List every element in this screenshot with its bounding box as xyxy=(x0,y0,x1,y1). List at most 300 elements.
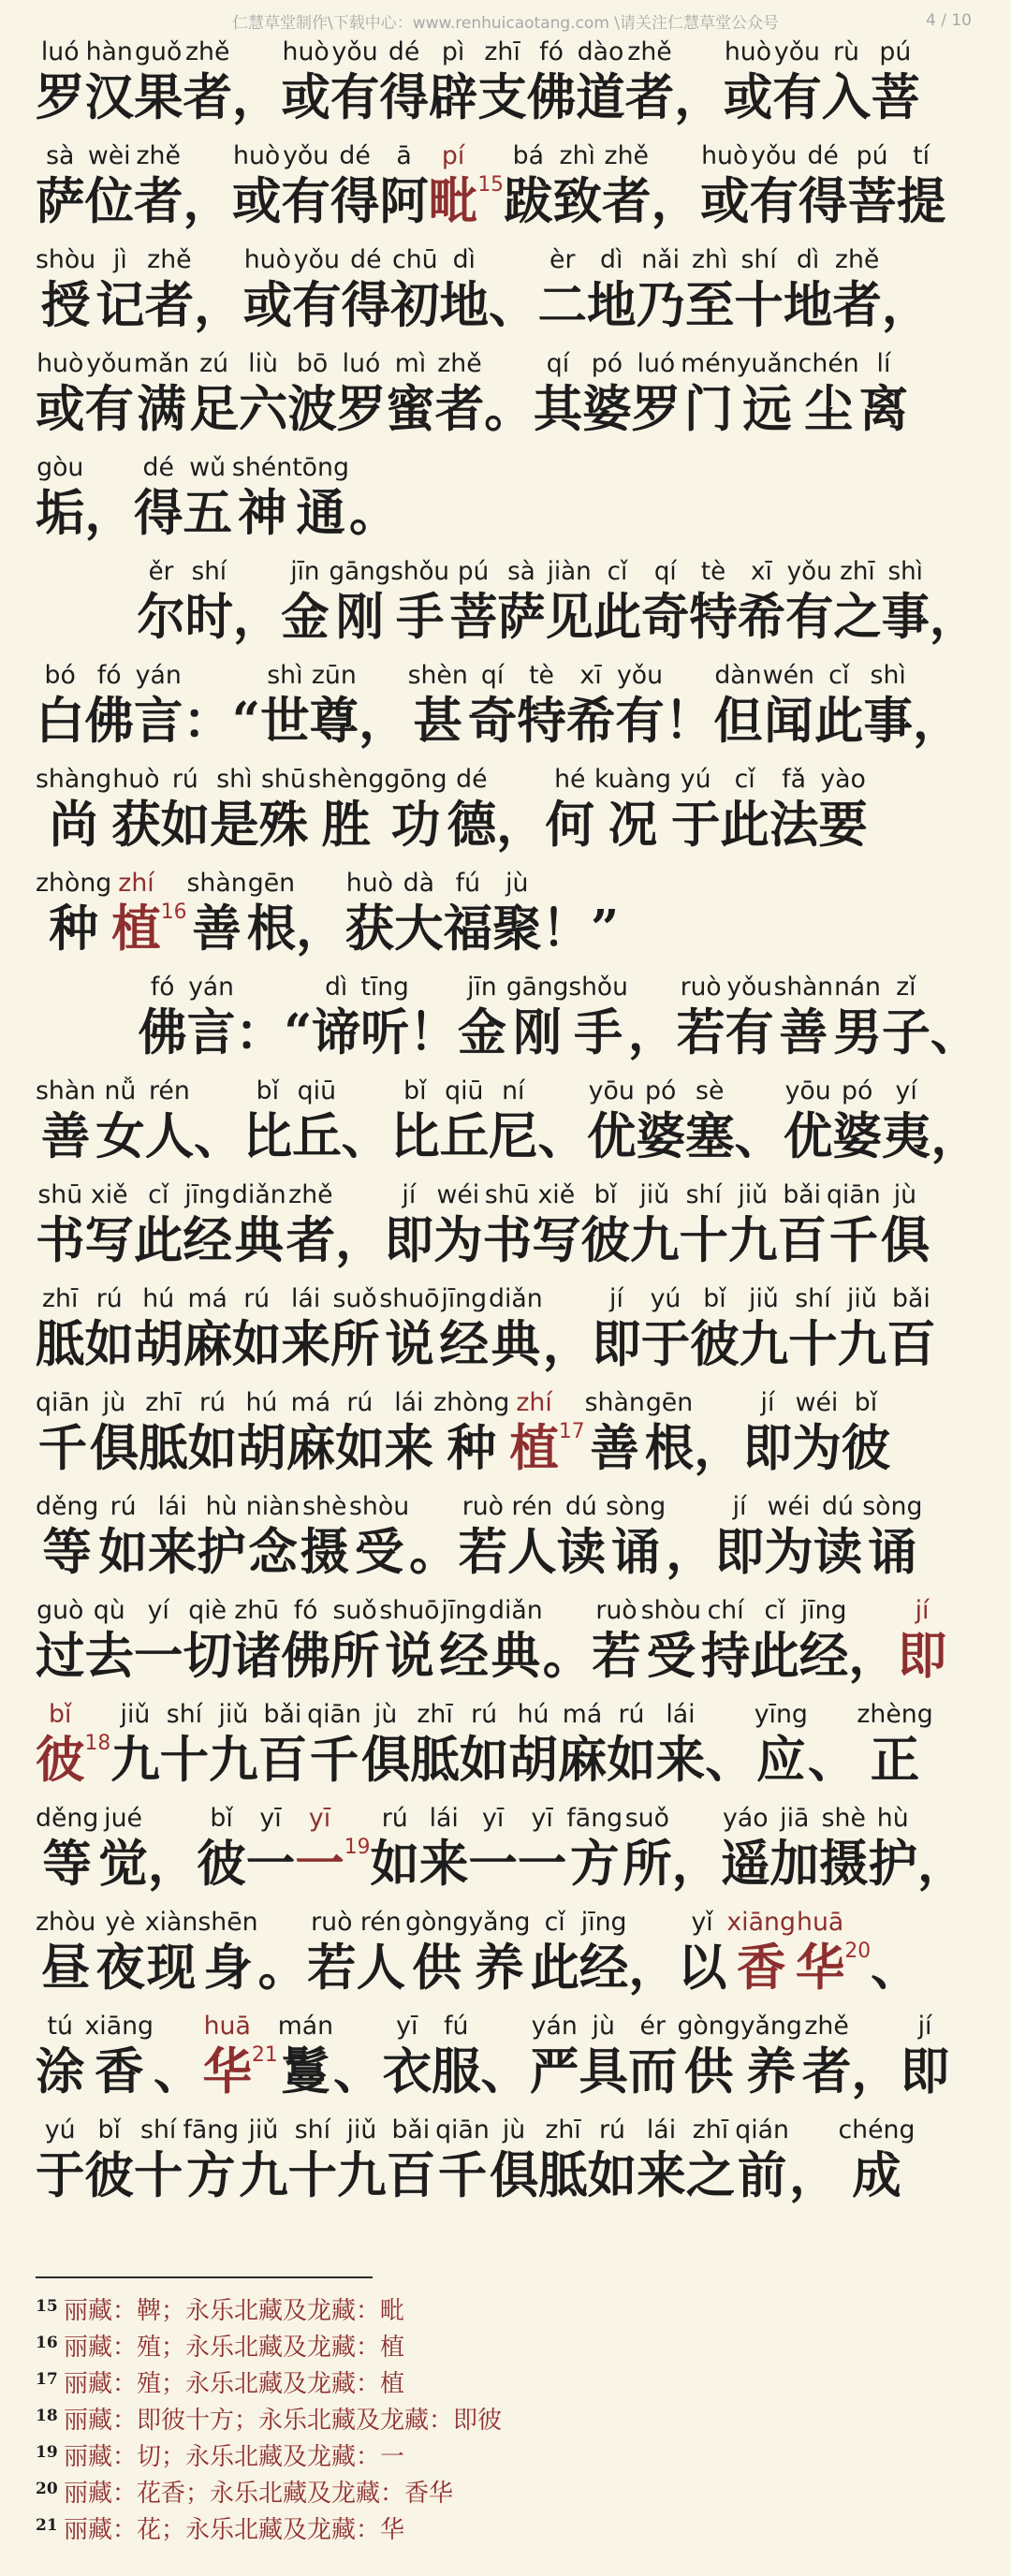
hanzi: 。 xyxy=(484,380,534,438)
text-line xyxy=(36,349,981,453)
ruby-char xyxy=(36,869,111,959)
hanzi: 香 xyxy=(95,2042,144,2100)
pinyin: shàn xyxy=(584,1388,645,1417)
hanzi: 植 xyxy=(509,1419,559,1477)
hanzi: 觉 xyxy=(98,1835,148,1893)
hanzi: 胝 xyxy=(538,2146,588,2204)
pinyin xyxy=(509,245,518,275)
pinyin: huò xyxy=(112,765,160,794)
ruby-char xyxy=(36,141,84,231)
hanzi: 百 xyxy=(777,1211,827,1269)
hanzi: ， xyxy=(147,1835,198,1893)
pinyin: huò xyxy=(724,37,772,66)
ruby-char xyxy=(183,1180,231,1270)
hanzi: 有 xyxy=(84,380,134,438)
ruby-char xyxy=(901,2012,949,2101)
hanzi: 一 xyxy=(295,1835,344,1893)
footnote-marker[interactable]: 15 xyxy=(477,173,505,197)
pinyin: bó xyxy=(44,661,76,690)
pinyin: zhě xyxy=(136,141,181,170)
hanzi: 来 xyxy=(384,1419,434,1477)
pinyin: guò xyxy=(37,1596,84,1625)
hanzi: 十 xyxy=(788,1315,838,1373)
hanzi: 此 xyxy=(720,796,769,854)
ruby-char xyxy=(379,1596,439,1686)
pinyin: jù xyxy=(374,1700,398,1729)
text-line xyxy=(36,557,978,661)
ruby-char xyxy=(335,1180,384,1270)
pinyin: zhèng xyxy=(857,1700,933,1729)
text-line xyxy=(36,1804,981,1908)
hanzi: ， xyxy=(651,172,700,230)
hanzi: 希 xyxy=(565,692,616,750)
ruby-char xyxy=(209,1700,257,1790)
hanzi: 有 xyxy=(615,692,665,750)
pinyin: jīng xyxy=(441,1284,488,1313)
hanzi: 优 xyxy=(587,1107,637,1165)
hanzi: 经 xyxy=(799,1627,849,1685)
ruby-char xyxy=(534,349,582,439)
footnote-marker[interactable]: 21 xyxy=(251,2043,278,2067)
ruby-char xyxy=(477,37,526,127)
ruby-char xyxy=(862,1492,922,1582)
ruby-char xyxy=(36,765,111,855)
pinyin: dì xyxy=(452,245,476,274)
pinyin: kuàng xyxy=(594,765,671,794)
hanzi: ， xyxy=(848,1627,898,1685)
pinyin: pì xyxy=(441,37,465,66)
pinyin xyxy=(725,1700,734,1730)
pinyin: hù xyxy=(876,1804,909,1833)
pinyin: pó xyxy=(841,1076,873,1105)
hanzi: 有 xyxy=(281,172,330,230)
ruby-char xyxy=(36,1700,84,1790)
pinyin xyxy=(362,1076,371,1106)
ruby-char xyxy=(183,453,231,543)
hanzi: 如 xyxy=(98,1523,148,1581)
ruby-char xyxy=(429,37,477,127)
pinyin: jīng xyxy=(800,1596,847,1625)
ruby-char xyxy=(628,1908,677,1998)
ruby-char xyxy=(84,453,133,543)
ruby-char xyxy=(763,661,814,751)
ruby-char xyxy=(330,1284,379,1374)
hanzi: 说 xyxy=(385,1315,434,1373)
ruby-char xyxy=(84,1284,133,1374)
ruby-char xyxy=(508,1700,557,1790)
pinyin: lái xyxy=(291,1284,321,1313)
pinyin xyxy=(559,1076,567,1106)
pinyin: dì xyxy=(796,245,820,274)
hanzi: 等 xyxy=(42,1523,92,1581)
pinyin: yáo xyxy=(723,1804,769,1833)
pinyin: pú xyxy=(856,141,888,170)
ruby-char xyxy=(623,1804,671,1894)
pinyin: pí xyxy=(441,141,465,170)
ruby-char xyxy=(871,37,919,127)
ruby-char xyxy=(685,245,734,335)
ruby-char xyxy=(197,1492,245,1582)
hanzi: 为 xyxy=(792,1419,842,1477)
footnote-marker[interactable]: 17 xyxy=(558,1420,585,1443)
pinyin: yú xyxy=(44,2115,76,2144)
ruby-char xyxy=(330,37,379,127)
hanzi: 地 xyxy=(586,276,637,334)
hanzi: ， xyxy=(231,68,282,126)
ruby-char xyxy=(447,765,496,855)
pinyin: diǎn xyxy=(489,1596,543,1625)
hanzi: 至 xyxy=(684,276,735,334)
ruby-char xyxy=(232,1596,281,1686)
ruby-char xyxy=(349,453,398,543)
ruby-char xyxy=(292,1076,341,1166)
hanzi: 听 xyxy=(360,1003,410,1061)
pinyin: zhì xyxy=(559,141,595,170)
ruby-char xyxy=(484,349,533,439)
pinyin: bǐ xyxy=(97,2115,121,2144)
ruby-char xyxy=(593,557,641,647)
pinyin: jù xyxy=(102,1388,126,1417)
pinyin: yǒu xyxy=(726,973,772,1002)
ruby-char xyxy=(672,1804,721,1894)
ruby-char xyxy=(440,1076,489,1166)
ruby-char xyxy=(489,1284,543,1374)
pinyin: zhòu xyxy=(36,1908,96,1937)
pinyin: rù xyxy=(832,37,859,66)
hanzi: 有 xyxy=(330,68,380,126)
ruby-char xyxy=(859,349,908,439)
pinyin: yí xyxy=(147,1596,169,1625)
hanzi: 典 xyxy=(491,1627,541,1685)
hanzi: 来 xyxy=(147,1523,198,1581)
ruby-char xyxy=(292,245,341,335)
hanzi: 罗 xyxy=(631,380,681,438)
pinyin: yào xyxy=(820,765,866,794)
hanzi: 功 xyxy=(390,796,441,854)
ruby-char xyxy=(625,37,674,127)
ruby-char xyxy=(84,1596,133,1686)
pinyin: dà xyxy=(403,869,435,898)
pinyin: bǐ xyxy=(593,1180,617,1209)
pinyin: xiě xyxy=(90,1180,128,1209)
text-line xyxy=(36,1700,981,1804)
pinyin xyxy=(810,2115,818,2145)
ruby-char xyxy=(777,1180,826,1270)
pinyin: jì xyxy=(112,245,127,274)
pinyin: pú xyxy=(458,557,490,586)
hanzi: 男 xyxy=(833,1003,882,1061)
hanzi: 聚 xyxy=(492,900,542,958)
ruby-char xyxy=(246,1804,295,1894)
pinyin: ruò xyxy=(595,1596,637,1625)
hanzi: 切 xyxy=(183,1627,232,1685)
pinyin: dì xyxy=(325,973,348,1002)
pinyin: shí xyxy=(166,1700,203,1729)
ruby-char xyxy=(542,869,620,959)
ruby-char xyxy=(490,2115,538,2205)
ruby-char xyxy=(857,1700,932,1790)
hanzi: ， xyxy=(671,1835,722,1893)
hanzi: 、 xyxy=(705,1731,755,1789)
hanzi: 人 xyxy=(144,1107,195,1165)
pinyin: zhī xyxy=(545,2115,581,2144)
ruby-char xyxy=(784,245,832,335)
pinyin: fú xyxy=(455,869,481,898)
ruby-char xyxy=(769,765,818,855)
hanzi: ， xyxy=(930,1107,980,1165)
pinyin xyxy=(828,1700,837,1730)
ruby-char xyxy=(36,453,84,543)
ruby-char xyxy=(183,37,231,127)
ruby-char xyxy=(387,2115,435,2205)
ruby-char xyxy=(111,869,160,959)
hanzi: 者 xyxy=(183,68,232,126)
pinyin xyxy=(755,1076,763,1106)
pinyin: jīn xyxy=(467,973,497,1002)
hanzi: 过 xyxy=(36,1627,85,1685)
hanzi: 佛 xyxy=(281,1627,330,1685)
footnote-text: 丽藏：花；永乐北藏及龙藏：华 xyxy=(64,2516,405,2544)
pinyin: èr xyxy=(549,245,576,274)
pinyin: zhě xyxy=(147,245,192,274)
pinyin: diǎn xyxy=(231,1180,286,1209)
hanzi: 麻 xyxy=(557,1731,608,1789)
ruby-char xyxy=(95,245,144,335)
hanzi: ：“ xyxy=(235,1003,313,1061)
pinyin xyxy=(517,765,525,795)
hanzi: 十 xyxy=(287,2146,338,2204)
hanzi: 九 xyxy=(837,1315,887,1373)
hanzi: 见 xyxy=(545,588,593,646)
ruby-char xyxy=(818,765,867,855)
hanzi: 或 xyxy=(723,68,773,126)
pinyin: huā xyxy=(203,2012,251,2041)
ruby-char xyxy=(188,1388,237,1478)
pinyin: jīng xyxy=(580,1908,627,1937)
hanzi: 若 xyxy=(676,1003,725,1061)
ruby-char xyxy=(606,1492,666,1582)
pinyin: nǎi xyxy=(641,245,681,274)
pinyin xyxy=(203,141,212,171)
hanzi: 书 xyxy=(482,1211,533,1269)
ruby-char xyxy=(882,557,930,647)
ruby-char xyxy=(186,869,246,959)
hanzi: 或 xyxy=(699,172,750,230)
ruby-char xyxy=(665,661,713,751)
hanzi: 、 xyxy=(807,1731,857,1789)
ruby-char xyxy=(349,1492,409,1582)
hanzi: 十 xyxy=(133,2146,183,2204)
hanzi: 甚 xyxy=(413,692,462,750)
pinyin: xī xyxy=(579,661,602,690)
ruby-char xyxy=(333,2012,382,2101)
hanzi: 诵 xyxy=(610,1523,661,1581)
ruby-char xyxy=(440,1284,489,1374)
ruby-char xyxy=(330,1596,379,1686)
hanzi: 白 xyxy=(36,692,85,750)
pinyin: fǎ xyxy=(782,765,807,794)
ruby-char xyxy=(145,1908,198,1998)
ruby-char xyxy=(530,1908,579,1998)
ruby-char xyxy=(579,2012,628,2101)
pinyin: yuǎn xyxy=(736,349,799,378)
ruby-char xyxy=(594,765,671,855)
pinyin: wǔ xyxy=(189,453,227,482)
ruby-char xyxy=(677,2012,740,2101)
pinyin: dé xyxy=(456,765,488,794)
footnote-marker[interactable]: 18 xyxy=(84,1732,111,1755)
pinyin: shì xyxy=(216,765,253,794)
pinyin: xiāng xyxy=(84,2012,154,2041)
ruby-char xyxy=(930,973,979,1062)
pinyin xyxy=(354,2012,362,2042)
ruby-char xyxy=(558,1700,607,1790)
ruby-char xyxy=(546,557,593,647)
hanzi: 其 xyxy=(533,380,583,438)
hanzi: 胡 xyxy=(508,1731,558,1789)
ruby-char xyxy=(384,765,447,855)
text-line xyxy=(36,1596,981,1700)
ruby-char xyxy=(232,37,281,127)
pinyin xyxy=(933,661,942,691)
text-line xyxy=(36,661,981,765)
pinyin: tīng xyxy=(360,973,409,1002)
ruby-char xyxy=(543,1596,592,1686)
hanzi: ， xyxy=(84,484,134,542)
pinyin: rú xyxy=(198,1388,226,1417)
pinyin xyxy=(949,557,957,587)
pinyin: tè xyxy=(529,661,555,690)
ruby-char xyxy=(194,1076,242,1166)
hanzi: 人 xyxy=(356,1939,406,1997)
pinyin: zhòng xyxy=(36,869,112,898)
ruby-char xyxy=(543,1284,592,1374)
ruby-char xyxy=(258,1908,307,1998)
ruby-char xyxy=(330,557,391,647)
hanzi: ， xyxy=(335,1211,385,1269)
ruby-char xyxy=(281,557,329,647)
pinyin: hú xyxy=(245,1388,278,1417)
pinyin: yán xyxy=(531,2012,578,2041)
pinyin: má xyxy=(562,1700,603,1729)
hanzi: ！” xyxy=(541,900,620,958)
ruby-char xyxy=(690,1284,739,1374)
ruby-char xyxy=(360,973,409,1062)
pinyin xyxy=(214,1076,223,1106)
hanzi: 得 xyxy=(379,68,429,126)
pinyin: jí xyxy=(609,1284,623,1313)
hanzi: 优 xyxy=(783,1107,833,1165)
ruby-char xyxy=(774,973,834,1062)
pinyin xyxy=(270,973,277,1003)
hanzi: 即 xyxy=(592,1315,641,1373)
ruby-char xyxy=(440,1596,489,1686)
ruby-char xyxy=(587,245,636,335)
ruby-char xyxy=(917,1804,966,1894)
text-line xyxy=(36,1076,981,1180)
ruby-char xyxy=(390,557,449,647)
ruby-char xyxy=(863,661,912,751)
ruby-char xyxy=(288,2115,337,2205)
ruby-char xyxy=(492,869,541,959)
footnote-marker[interactable]: 20 xyxy=(844,1939,872,1963)
hanzi: 胝 xyxy=(410,1731,460,1789)
hanzi: 为 xyxy=(764,1523,813,1581)
footnote-marker[interactable]: 16 xyxy=(160,900,187,924)
hanzi: 有 xyxy=(292,276,342,334)
pinyin: shǒu xyxy=(390,557,449,586)
pinyin: shí xyxy=(740,245,777,274)
pinyin: dì xyxy=(600,245,623,274)
hanzi: 有 xyxy=(725,1003,774,1061)
ruby-char xyxy=(674,37,723,127)
pinyin xyxy=(105,453,113,483)
hanzi: 遥 xyxy=(721,1835,770,1893)
hanzi: ， xyxy=(881,276,931,334)
ruby-char xyxy=(296,869,344,959)
pinyin: yǒu xyxy=(616,661,664,690)
footnote-text: 丽藏：殖；永乐北藏及龙藏：植 xyxy=(64,2334,405,2362)
pinyin: rú xyxy=(618,1700,645,1729)
pinyin: shè xyxy=(821,1804,866,1833)
hanzi: 者 xyxy=(602,172,652,230)
ruby-char xyxy=(587,1076,636,1166)
pinyin xyxy=(671,141,680,171)
ruby-char xyxy=(312,973,360,1062)
pinyin: guǒ xyxy=(135,37,183,66)
pinyin: shàng xyxy=(36,765,112,794)
ruby-char xyxy=(295,1804,344,1894)
ruby-char xyxy=(187,973,236,1062)
hanzi: 若 xyxy=(458,1523,508,1581)
hanzi: ， xyxy=(232,588,282,646)
text-line xyxy=(36,765,981,869)
footnote-marker[interactable]: 19 xyxy=(344,1836,371,1859)
ruby-char xyxy=(278,2012,333,2101)
hanzi: 者 xyxy=(801,2042,852,2100)
pinyin: yí xyxy=(895,1076,917,1105)
hanzi: 前 xyxy=(737,2146,787,2204)
hanzi: 福 xyxy=(443,900,493,958)
pinyin: zhě xyxy=(288,1180,333,1209)
hanzi: 法 xyxy=(769,796,819,854)
pinyin: mén xyxy=(681,349,737,378)
hanzi: 、 xyxy=(930,1003,979,1061)
hanzi: 此 xyxy=(133,1211,183,1269)
pinyin: zhì xyxy=(691,245,728,274)
ruby-char xyxy=(827,1180,881,1270)
pinyin: rén xyxy=(511,1492,553,1521)
pinyin: yǒu xyxy=(86,349,133,378)
hanzi: 世 xyxy=(260,692,310,750)
ruby-char xyxy=(701,1596,750,1686)
ruby-char xyxy=(90,1388,139,1478)
hanzi: 种 xyxy=(49,900,98,958)
ruby-char xyxy=(433,1180,482,1270)
hanzi: 百 xyxy=(886,1315,936,1373)
text-line xyxy=(36,2115,981,2219)
pinyin: qí xyxy=(480,661,505,690)
pinyin: bǎi xyxy=(391,2115,431,2144)
ruby-char xyxy=(310,661,359,751)
hanzi: 尘 xyxy=(803,380,854,438)
hanzi: 但 xyxy=(713,692,763,750)
pinyin: nán xyxy=(834,973,881,1002)
pinyin: jiā xyxy=(780,1804,810,1833)
pinyin: lái xyxy=(394,1388,424,1417)
pinyin: shí xyxy=(294,2115,331,2144)
ruby-char xyxy=(518,1804,566,1894)
